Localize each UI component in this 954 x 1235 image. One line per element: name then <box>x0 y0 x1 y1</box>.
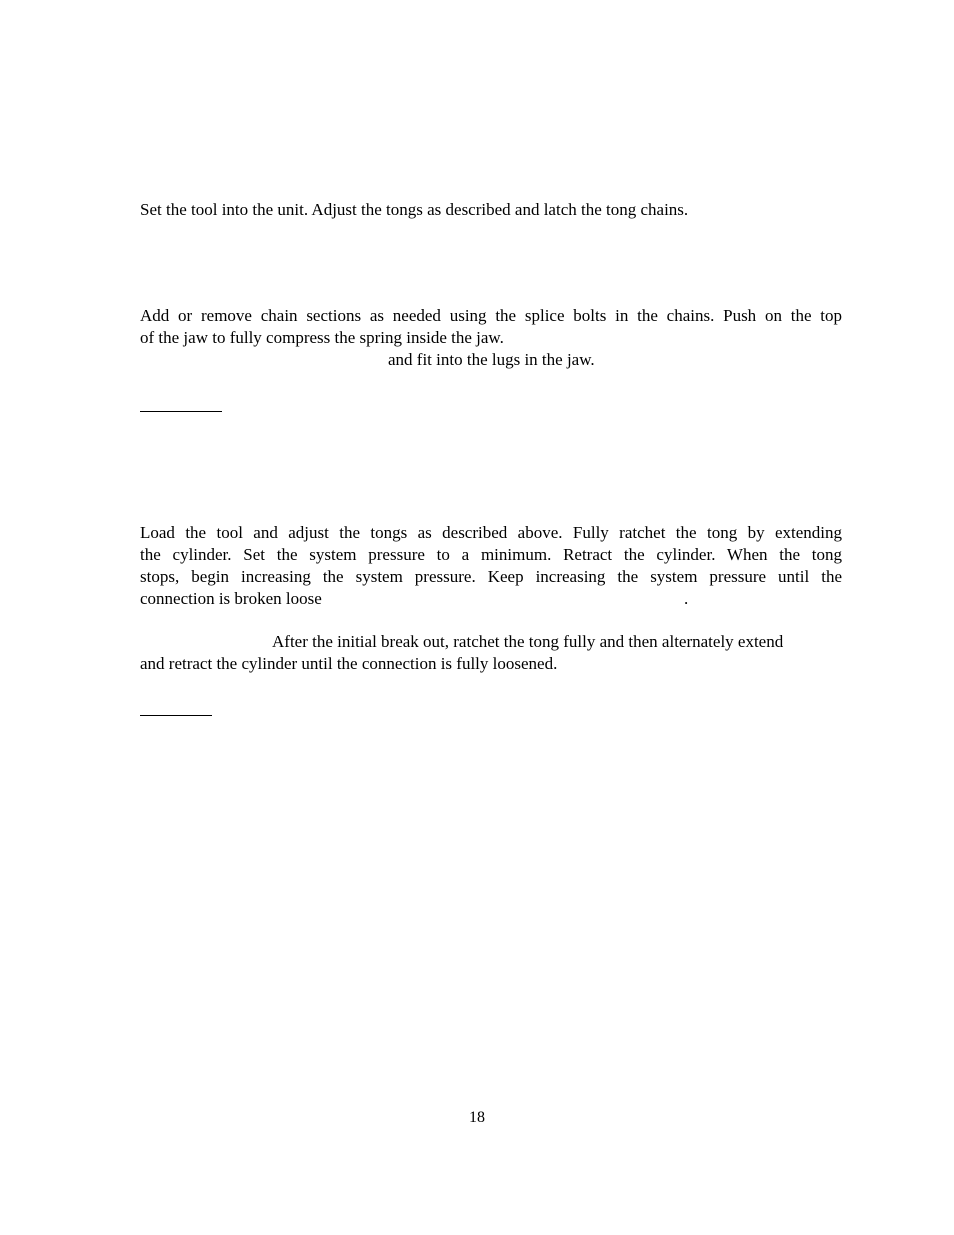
heading-underline <box>140 715 212 716</box>
paragraph-line: and fit into the lugs in the jaw. <box>388 350 595 369</box>
paragraph-line: Add or remove chain sections as needed using the splice bolts in the chains. Push on the top <box>140 306 842 325</box>
paragraph-line: the cylinder. Set the system pressure to a minimum. Retract the cylinder. When the tong <box>140 545 842 564</box>
paragraph-line-start: connection is broken loose <box>140 589 322 608</box>
paragraph-line: After the initial break out, ratchet the tong fully and then alternately extend <box>272 632 784 651</box>
paragraph-break-out-procedure <box>140 522 842 610</box>
paragraph-after-break-out <box>140 631 842 675</box>
page-number: 18 <box>469 1109 485 1126</box>
paragraph-chain-sections <box>140 305 842 371</box>
paragraph-line: and retract the cylinder until the connection is fully loosened. <box>140 654 558 673</box>
heading-underline <box>140 411 222 412</box>
paragraph-line: Load the tool and adjust the tongs as described above. Fully ratchet the tong by extending <box>140 523 842 542</box>
paragraph-line: Set the tool into the unit. Adjust the tongs as described and latch the tong chains. <box>140 200 689 219</box>
paragraph-line-end: . <box>684 589 689 608</box>
paragraph-line: stops, begin increasing the system pressure. Keep increasing the system pressure until the <box>140 567 842 586</box>
paragraph-set-tool <box>140 199 842 221</box>
paragraph-line: of the jaw to fully compress the spring inside the jaw. <box>140 328 504 347</box>
paragraph-line <box>140 588 842 610</box>
